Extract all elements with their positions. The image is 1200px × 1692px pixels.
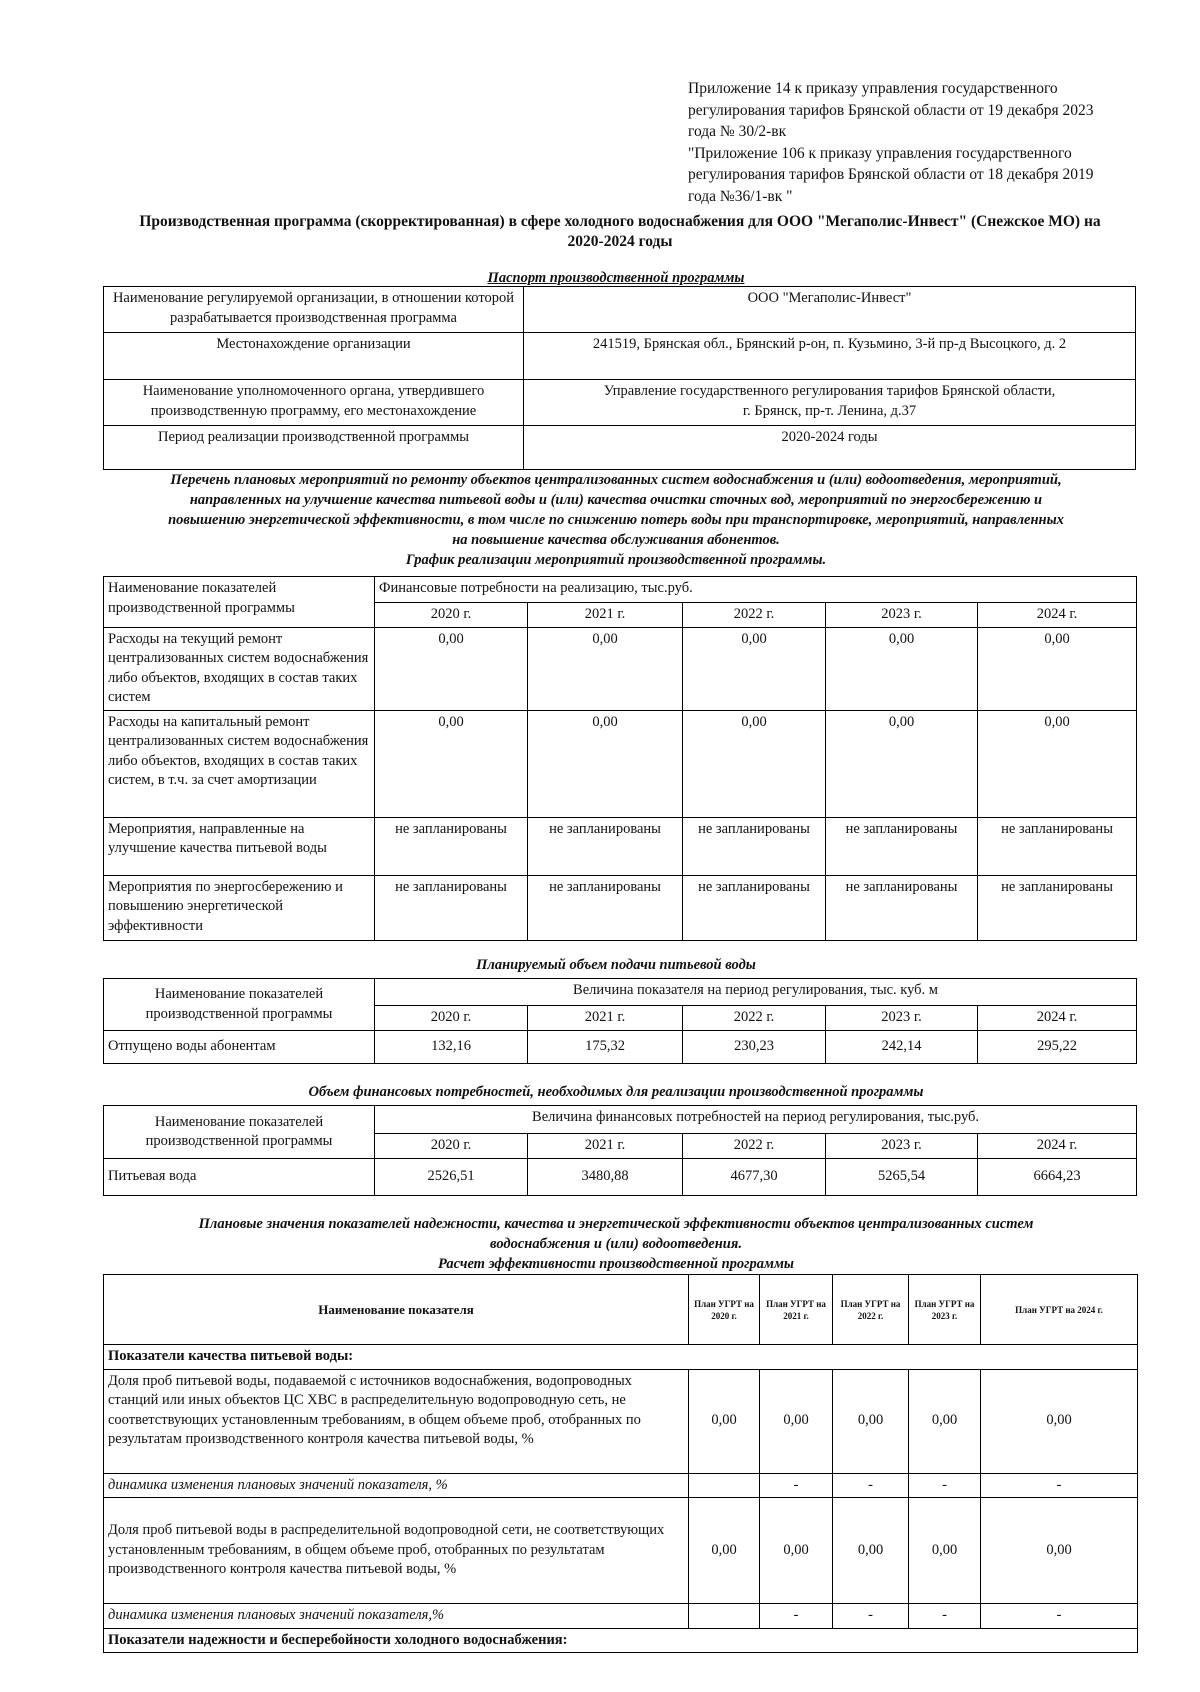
cell-value: 6664,23 <box>978 1159 1137 1196</box>
column-header: Наименование показателей производственной программы <box>104 979 375 1031</box>
table-row <box>104 710 1137 817</box>
cell-value: 2526,51 <box>375 1159 528 1196</box>
note-line: года № 30/2-вк <box>688 123 787 140</box>
plan-header: План УГРТ на 2021 г. <box>760 1275 833 1345</box>
cell-value: 0,00 <box>909 1498 981 1604</box>
column-group-header: Величина показателя на период регулирования, тыс. куб. м <box>375 979 1137 1006</box>
indicator-label: Доля проб питьевой воды в распределительной водопроводной сети, не соответствующих установленным требованиям, в общем объеме проб, отобранных по результатам производственного контроля качества питьевой воды, % <box>104 1498 689 1604</box>
cell-value: 0,00 <box>683 627 826 710</box>
caption-line: Плановые значения показателей надежности, качества и энергетической эффективности объектов централизованных систем <box>198 1216 1034 1232</box>
passport-value <box>524 380 1136 426</box>
title-line-1: Производственная программа (скорректированная) в сфере холодного водоснабжения для ООО "Мегаполис-Инвест" (Снежское МО) на <box>139 213 1101 230</box>
year-header: 2023 г. <box>826 603 978 628</box>
caption-line: График реализации мероприятий производственной программы. <box>405 552 827 568</box>
table-row <box>104 627 1137 710</box>
cell-value: - <box>981 1473 1138 1498</box>
table-row <box>104 1473 1138 1498</box>
cell-value: 0,00 <box>375 627 528 710</box>
cell-value: не запланированы <box>375 817 528 875</box>
cell-value: не запланированы <box>375 875 528 940</box>
table-row <box>104 979 1137 1006</box>
passport-value-line: Управление государственного регулирования тарифов Брянской области, <box>603 383 1056 399</box>
passport-label: Наименование уполномоченного органа, утвердившего производственную программу, его местонахождение <box>104 380 524 426</box>
year-header: 2020 г. <box>375 1134 528 1159</box>
note-line: регулирования тарифов Брянской области от 19 декабря 2023 <box>688 101 1094 119</box>
row-label: Мероприятия, направленные на улучшение качества питьевой воды <box>104 817 375 875</box>
year-header: 2024 г. <box>978 1134 1137 1159</box>
table-row <box>104 333 1136 380</box>
cell-value: - <box>981 1604 1138 1629</box>
table-row <box>104 817 1137 875</box>
year-header: 2021 г. <box>528 1134 683 1159</box>
year-header: 2020 г. <box>375 1006 528 1031</box>
cell-value: 0,00 <box>683 710 826 817</box>
caption-line: повышению энергетической эффективности, в том числе по снижению потерь воды при транспортировке, мероприятий, направленных <box>168 512 1064 528</box>
table-row <box>104 287 1136 333</box>
note-line: Приложение 14 к приказу управления государственного <box>688 80 1058 97</box>
cell-value: 0,00 <box>689 1498 760 1604</box>
table-row <box>104 1345 1138 1370</box>
table-row <box>104 577 1137 603</box>
year-header: 2022 г. <box>683 1006 826 1031</box>
passport-value: ООО "Мегаполис-Инвест" <box>524 287 1136 333</box>
plan-header: План УГРТ на 2020 г. <box>689 1275 760 1345</box>
order-reference-note <box>688 78 1128 207</box>
cell-value: 0,00 <box>833 1369 909 1473</box>
year-header: 2022 г. <box>683 1134 826 1159</box>
table-row <box>104 1604 1138 1629</box>
passport-value-line: г. Брянск, пр-т. Ленина, д.37 <box>742 402 917 419</box>
cell-value: не запланированы <box>826 875 978 940</box>
row-label: Отпущено воды абонентам <box>104 1031 375 1064</box>
year-header: 2022 г. <box>683 603 826 628</box>
group-header: Показатели качества питьевой воды: <box>104 1345 1138 1370</box>
cell-value: - <box>760 1604 833 1629</box>
cell-value: 0,00 <box>909 1369 981 1473</box>
table-row <box>104 1369 1138 1473</box>
cell-value: 4677,30 <box>683 1159 826 1196</box>
note-line: регулирования тарифов Брянской области от 18 декабря 2019 <box>688 166 1094 183</box>
cell-value: не запланированы <box>528 875 683 940</box>
cell-value: не запланированы <box>826 817 978 875</box>
indicator-label: Доля проб питьевой воды, подаваемой с источников водоснабжения, водопроводных станций или иных объектов ЦС ХВС в распределительную водопроводную сеть, не соответствующих установленным требованиям, в общем объеме проб, отобранных по результатам производственного контроля качества питьевой воды, % <box>104 1369 689 1473</box>
year-header: 2020 г. <box>375 603 528 628</box>
year-header: 2023 г. <box>826 1134 978 1159</box>
table-row <box>104 1159 1137 1196</box>
cell-value: 0,00 <box>978 710 1137 817</box>
cell-value <box>689 1473 760 1498</box>
measures-caption <box>98 470 1134 570</box>
cell-value: 0,00 <box>833 1498 909 1604</box>
table-row <box>104 1106 1137 1134</box>
year-header: 2024 г. <box>978 1006 1137 1031</box>
note-line: "Приложение 106 к приказу управления государственного <box>688 144 1072 162</box>
cell-value: не запланированы <box>978 817 1137 875</box>
cell-value: - <box>909 1473 981 1498</box>
cell-value: 3480,88 <box>528 1159 683 1196</box>
document-title <box>100 212 1140 252</box>
table-row <box>104 1275 1138 1345</box>
table-row <box>104 1628 1138 1653</box>
passport-label: Местонахождение организации <box>104 333 524 380</box>
caption-line: Перечень плановых мероприятий по ремонту объектов централизованных систем водоснабжения и (или) водоотведения, мероприятий, <box>170 472 1062 488</box>
passport-value: 2020-2024 годы <box>524 426 1136 470</box>
passport-caption: Паспорт производственной программы <box>487 270 745 286</box>
cell-value <box>689 1604 760 1629</box>
dynamics-label: динамика изменения плановых значений показателя,% <box>104 1604 689 1629</box>
table-row <box>104 380 1136 426</box>
cell-value: 0,00 <box>826 710 978 817</box>
title-line-2: 2020-2024 годы <box>567 233 673 250</box>
cell-value: не запланированы <box>528 817 683 875</box>
cell-value: 295,22 <box>978 1031 1137 1064</box>
note-line: года №36/1-вк " <box>688 187 793 205</box>
cell-value: 230,23 <box>683 1031 826 1064</box>
reliability-caption <box>98 1214 1134 1274</box>
caption-line: водоснабжения и (или) водоотведения. <box>490 1236 742 1252</box>
row-label: Мероприятия по энергосбережению и повышению энергетической эффективности <box>104 875 375 940</box>
column-group-header: Величина финансовых потребностей на период регулирования, тыс.руб. <box>375 1106 1137 1134</box>
passport-label: Период реализации производственной программы <box>104 426 524 470</box>
finance-caption: Объем финансовых потребностей, необходимых для реализации производственной программы <box>308 1084 924 1100</box>
table-row <box>104 875 1137 940</box>
row-label: Расходы на капитальный ремонт централизованных систем водоснабжения либо объектов, входящих в состав таких систем, в т.ч. за счет амортизации <box>104 710 375 817</box>
caption-line: на повышение качества обслуживания абонентов. <box>452 532 780 548</box>
cell-value: 0,00 <box>375 710 528 817</box>
cell-value: не запланированы <box>978 875 1137 940</box>
cell-value: 132,16 <box>375 1031 528 1064</box>
cell-value: - <box>833 1473 909 1498</box>
finance-table <box>103 1105 1137 1196</box>
table-row <box>104 1498 1138 1604</box>
year-header: 2023 г. <box>826 1006 978 1031</box>
reliability-table <box>103 1274 1138 1653</box>
passport-value: 241519, Брянская обл., Брянский р-он, п. Кузьмино, 3-й пр-д Высоцкого, д. 2 <box>524 333 1136 380</box>
cell-value: 0,00 <box>981 1369 1138 1473</box>
cell-value: - <box>909 1604 981 1629</box>
cell-value: 0,00 <box>528 627 683 710</box>
row-label: Питьевая вода <box>104 1159 375 1196</box>
cell-value: не запланированы <box>683 817 826 875</box>
cell-value: 0,00 <box>981 1498 1138 1604</box>
caption-line: направленных на улучшение качества питьевой воды и (или) качества очистки сточных вод, мероприятий по энергосбережению и <box>189 492 1043 508</box>
table-row <box>104 1031 1137 1064</box>
cell-value: - <box>833 1604 909 1629</box>
year-header: 2021 г. <box>528 1006 683 1031</box>
column-header: Наименование показателей производственной программы <box>104 577 375 628</box>
supply-table <box>103 978 1137 1064</box>
caption-line: Расчет эффективности производственной программы <box>438 1256 794 1272</box>
cell-value: 0,00 <box>826 627 978 710</box>
table-row <box>104 426 1136 470</box>
passport-label: Наименование регулируемой организации, в отношении которой разрабатывается производственная программа <box>104 287 524 333</box>
column-group-header: Финансовые потребности на реализацию, тыс.руб. <box>375 577 1137 603</box>
cell-value: 0,00 <box>760 1369 833 1473</box>
cell-value: 0,00 <box>978 627 1137 710</box>
cell-value: не запланированы <box>683 875 826 940</box>
cell-value: 5265,54 <box>826 1159 978 1196</box>
plan-header: План УГРТ на 2024 г. <box>981 1275 1138 1345</box>
cell-value: 175,32 <box>528 1031 683 1064</box>
column-header: Наименование показателей производственной программы <box>104 1106 375 1159</box>
year-header: 2021 г. <box>528 603 683 628</box>
cell-value: 0,00 <box>689 1369 760 1473</box>
measures-table <box>103 576 1137 941</box>
cell-value: 0,00 <box>760 1498 833 1604</box>
plan-header: План УГРТ на 2022 г. <box>833 1275 909 1345</box>
group-header: Показатели надежности и бесперебойности холодного водоснабжения: <box>104 1628 1138 1653</box>
cell-value: 0,00 <box>528 710 683 817</box>
column-header: Наименование показателя <box>104 1275 689 1345</box>
supply-caption: Планируемый объем подачи питьевой воды <box>476 957 756 973</box>
cell-value: 242,14 <box>826 1031 978 1064</box>
cell-value: - <box>760 1473 833 1498</box>
passport-table <box>103 286 1136 470</box>
row-label: Расходы на текущий ремонт централизованных систем водоснабжения либо объектов, входящих в состав таких систем <box>104 627 375 710</box>
dynamics-label: динамика изменения плановых значений показателя, % <box>104 1473 689 1498</box>
year-header: 2024 г. <box>978 603 1137 628</box>
plan-header: План УГРТ на 2023 г. <box>909 1275 981 1345</box>
